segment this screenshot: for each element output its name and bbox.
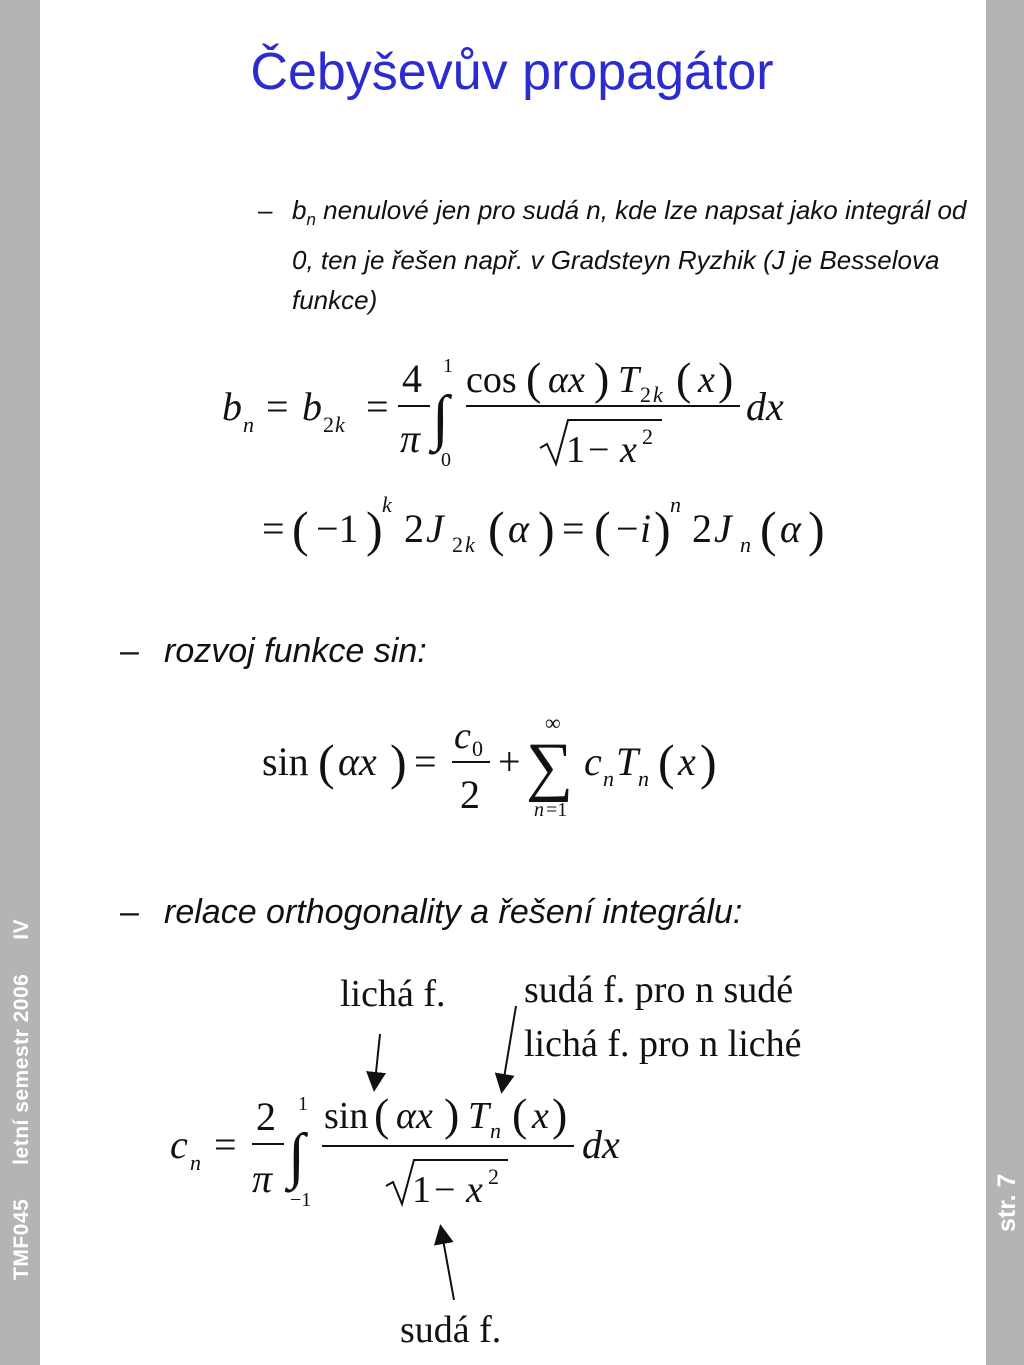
svg-text:∑: ∑	[526, 730, 574, 803]
svg-text:2: 2	[452, 532, 463, 557]
annotation-odd-function: lichá f.	[340, 973, 446, 1015]
svg-text:): )	[654, 501, 671, 557]
svg-text:=: =	[562, 506, 585, 551]
bullet-text: rozvoj funkce sin:	[164, 632, 427, 670]
svg-text:1: 1	[298, 1093, 308, 1115]
svg-text:sin: sin	[262, 739, 309, 784]
svg-text:(: (	[512, 1089, 528, 1140]
svg-text:2: 2	[642, 424, 653, 449]
svg-text:−: −	[616, 506, 639, 551]
svg-text:c: c	[454, 715, 471, 757]
svg-text:dx: dx	[746, 384, 784, 429]
svg-text:c: c	[584, 739, 602, 784]
svg-text:=: =	[366, 384, 389, 429]
svg-text:): )	[718, 353, 734, 404]
svg-text:x: x	[620, 429, 637, 471]
annotation-odd-for-odd-n: lichá f. pro n liché	[524, 1023, 802, 1065]
svg-text:2: 2	[323, 412, 334, 437]
svg-text:n: n	[740, 532, 751, 557]
svg-text:0: 0	[472, 736, 483, 761]
svg-text:αx: αx	[548, 359, 585, 401]
footer-course: TMF045	[10, 1198, 33, 1280]
svg-text:b: b	[222, 384, 242, 429]
svg-text:∫: ∫	[432, 384, 449, 452]
svg-text:n: n	[190, 1150, 201, 1175]
svg-text:J: J	[714, 506, 732, 551]
svg-text:(: (	[658, 734, 675, 790]
svg-text:=1: =1	[546, 799, 568, 821]
bullet-dash: –	[120, 632, 139, 670]
svg-text:0: 0	[441, 449, 451, 471]
slide-title: Čebyševův propagátor	[250, 43, 774, 101]
svg-text:α: α	[780, 506, 801, 551]
svg-text:4: 4	[402, 356, 422, 401]
svg-text:b: b	[302, 384, 322, 429]
svg-text:1: 1	[443, 355, 453, 377]
svg-text:2: 2	[488, 1164, 499, 1189]
svg-text:∫: ∫	[288, 1122, 305, 1190]
svg-text:k: k	[335, 412, 345, 437]
svg-text:2: 2	[404, 506, 424, 551]
svg-text:k: k	[465, 532, 475, 557]
svg-text:sin: sin	[324, 1095, 369, 1137]
svg-text:(: (	[292, 501, 309, 557]
svg-text:2: 2	[692, 506, 712, 551]
svg-text:π: π	[400, 416, 421, 461]
svg-text:(: (	[676, 353, 692, 404]
svg-text:x: x	[532, 1095, 549, 1137]
bullet-text: relace orthogonality a řešení integrálu:	[164, 893, 743, 931]
svg-text:T: T	[618, 359, 640, 401]
svg-text:2: 2	[256, 1094, 276, 1139]
svg-text:1: 1	[412, 1169, 431, 1211]
svg-text:k: k	[382, 492, 392, 517]
svg-text:cos: cos	[466, 359, 517, 401]
svg-text:): )	[390, 734, 407, 790]
svg-text:(: (	[318, 734, 335, 790]
bullet-dash: –	[258, 195, 273, 225]
svg-text:1: 1	[566, 429, 585, 471]
svg-text:n: n	[670, 492, 681, 517]
svg-text:−: −	[588, 429, 610, 471]
svg-text:): )	[444, 1089, 460, 1140]
svg-text:k: k	[653, 382, 663, 407]
svg-text:π: π	[252, 1156, 273, 1201]
svg-text:n: n	[603, 766, 614, 791]
svg-text:x: x	[698, 359, 715, 401]
annotation-even-for-even-n: sudá f. pro n sudé	[524, 969, 794, 1011]
svg-text:): )	[552, 1089, 568, 1140]
bullet-var-sub: n	[306, 210, 316, 230]
svg-text:=: =	[266, 384, 289, 429]
svg-text:(: (	[526, 353, 542, 404]
bullet-text: nenulové jen pro sudá n, kde lze napsat jako integrál od 0, ten je řešen např. v Gradsteyn Ryzhik (J je Besselova funkce)	[292, 195, 967, 316]
svg-text:α: α	[508, 506, 529, 551]
svg-text:(: (	[488, 501, 505, 557]
svg-text:): )	[808, 501, 825, 557]
page-number: str. 7	[993, 1173, 1021, 1232]
svg-text:(: (	[760, 501, 777, 557]
svg-text:αx: αx	[396, 1095, 433, 1137]
svg-text:): )	[538, 501, 555, 557]
svg-text:(: (	[594, 501, 611, 557]
svg-text:n: n	[243, 412, 254, 437]
svg-text:x: x	[678, 739, 696, 784]
svg-text:−: −	[434, 1169, 456, 1211]
svg-text:x: x	[466, 1169, 483, 1211]
bullet-dash: –	[120, 893, 139, 931]
svg-text:): )	[594, 353, 610, 404]
svg-text:n: n	[490, 1118, 501, 1143]
svg-text:c: c	[170, 1122, 188, 1167]
svg-text:∞: ∞	[545, 710, 561, 735]
svg-text:−1: −1	[316, 506, 359, 551]
svg-text:−1: −1	[290, 1189, 312, 1211]
svg-text:T: T	[616, 739, 639, 784]
svg-text:=: =	[214, 1122, 237, 1167]
footer-part: IV	[10, 918, 33, 940]
svg-text:): )	[366, 501, 383, 557]
svg-text:(: (	[374, 1089, 390, 1140]
svg-text:2: 2	[640, 382, 651, 407]
svg-text:): )	[700, 734, 717, 790]
annotation-even-function: sudá f.	[400, 1309, 502, 1351]
bullet-var: b	[292, 195, 307, 225]
svg-text:J: J	[426, 506, 444, 551]
svg-text:n: n	[638, 766, 649, 791]
svg-text:+: +	[498, 739, 521, 784]
svg-text:=: =	[414, 739, 437, 784]
svg-text:αx: αx	[338, 739, 377, 784]
svg-text:2: 2	[460, 772, 480, 817]
svg-text:=: =	[262, 506, 285, 551]
svg-text:T: T	[468, 1095, 490, 1137]
svg-text:dx: dx	[582, 1122, 620, 1167]
svg-text:n: n	[534, 799, 544, 821]
footer-semester: letní semestr 2006	[10, 973, 33, 1165]
svg-text:i: i	[640, 506, 652, 551]
